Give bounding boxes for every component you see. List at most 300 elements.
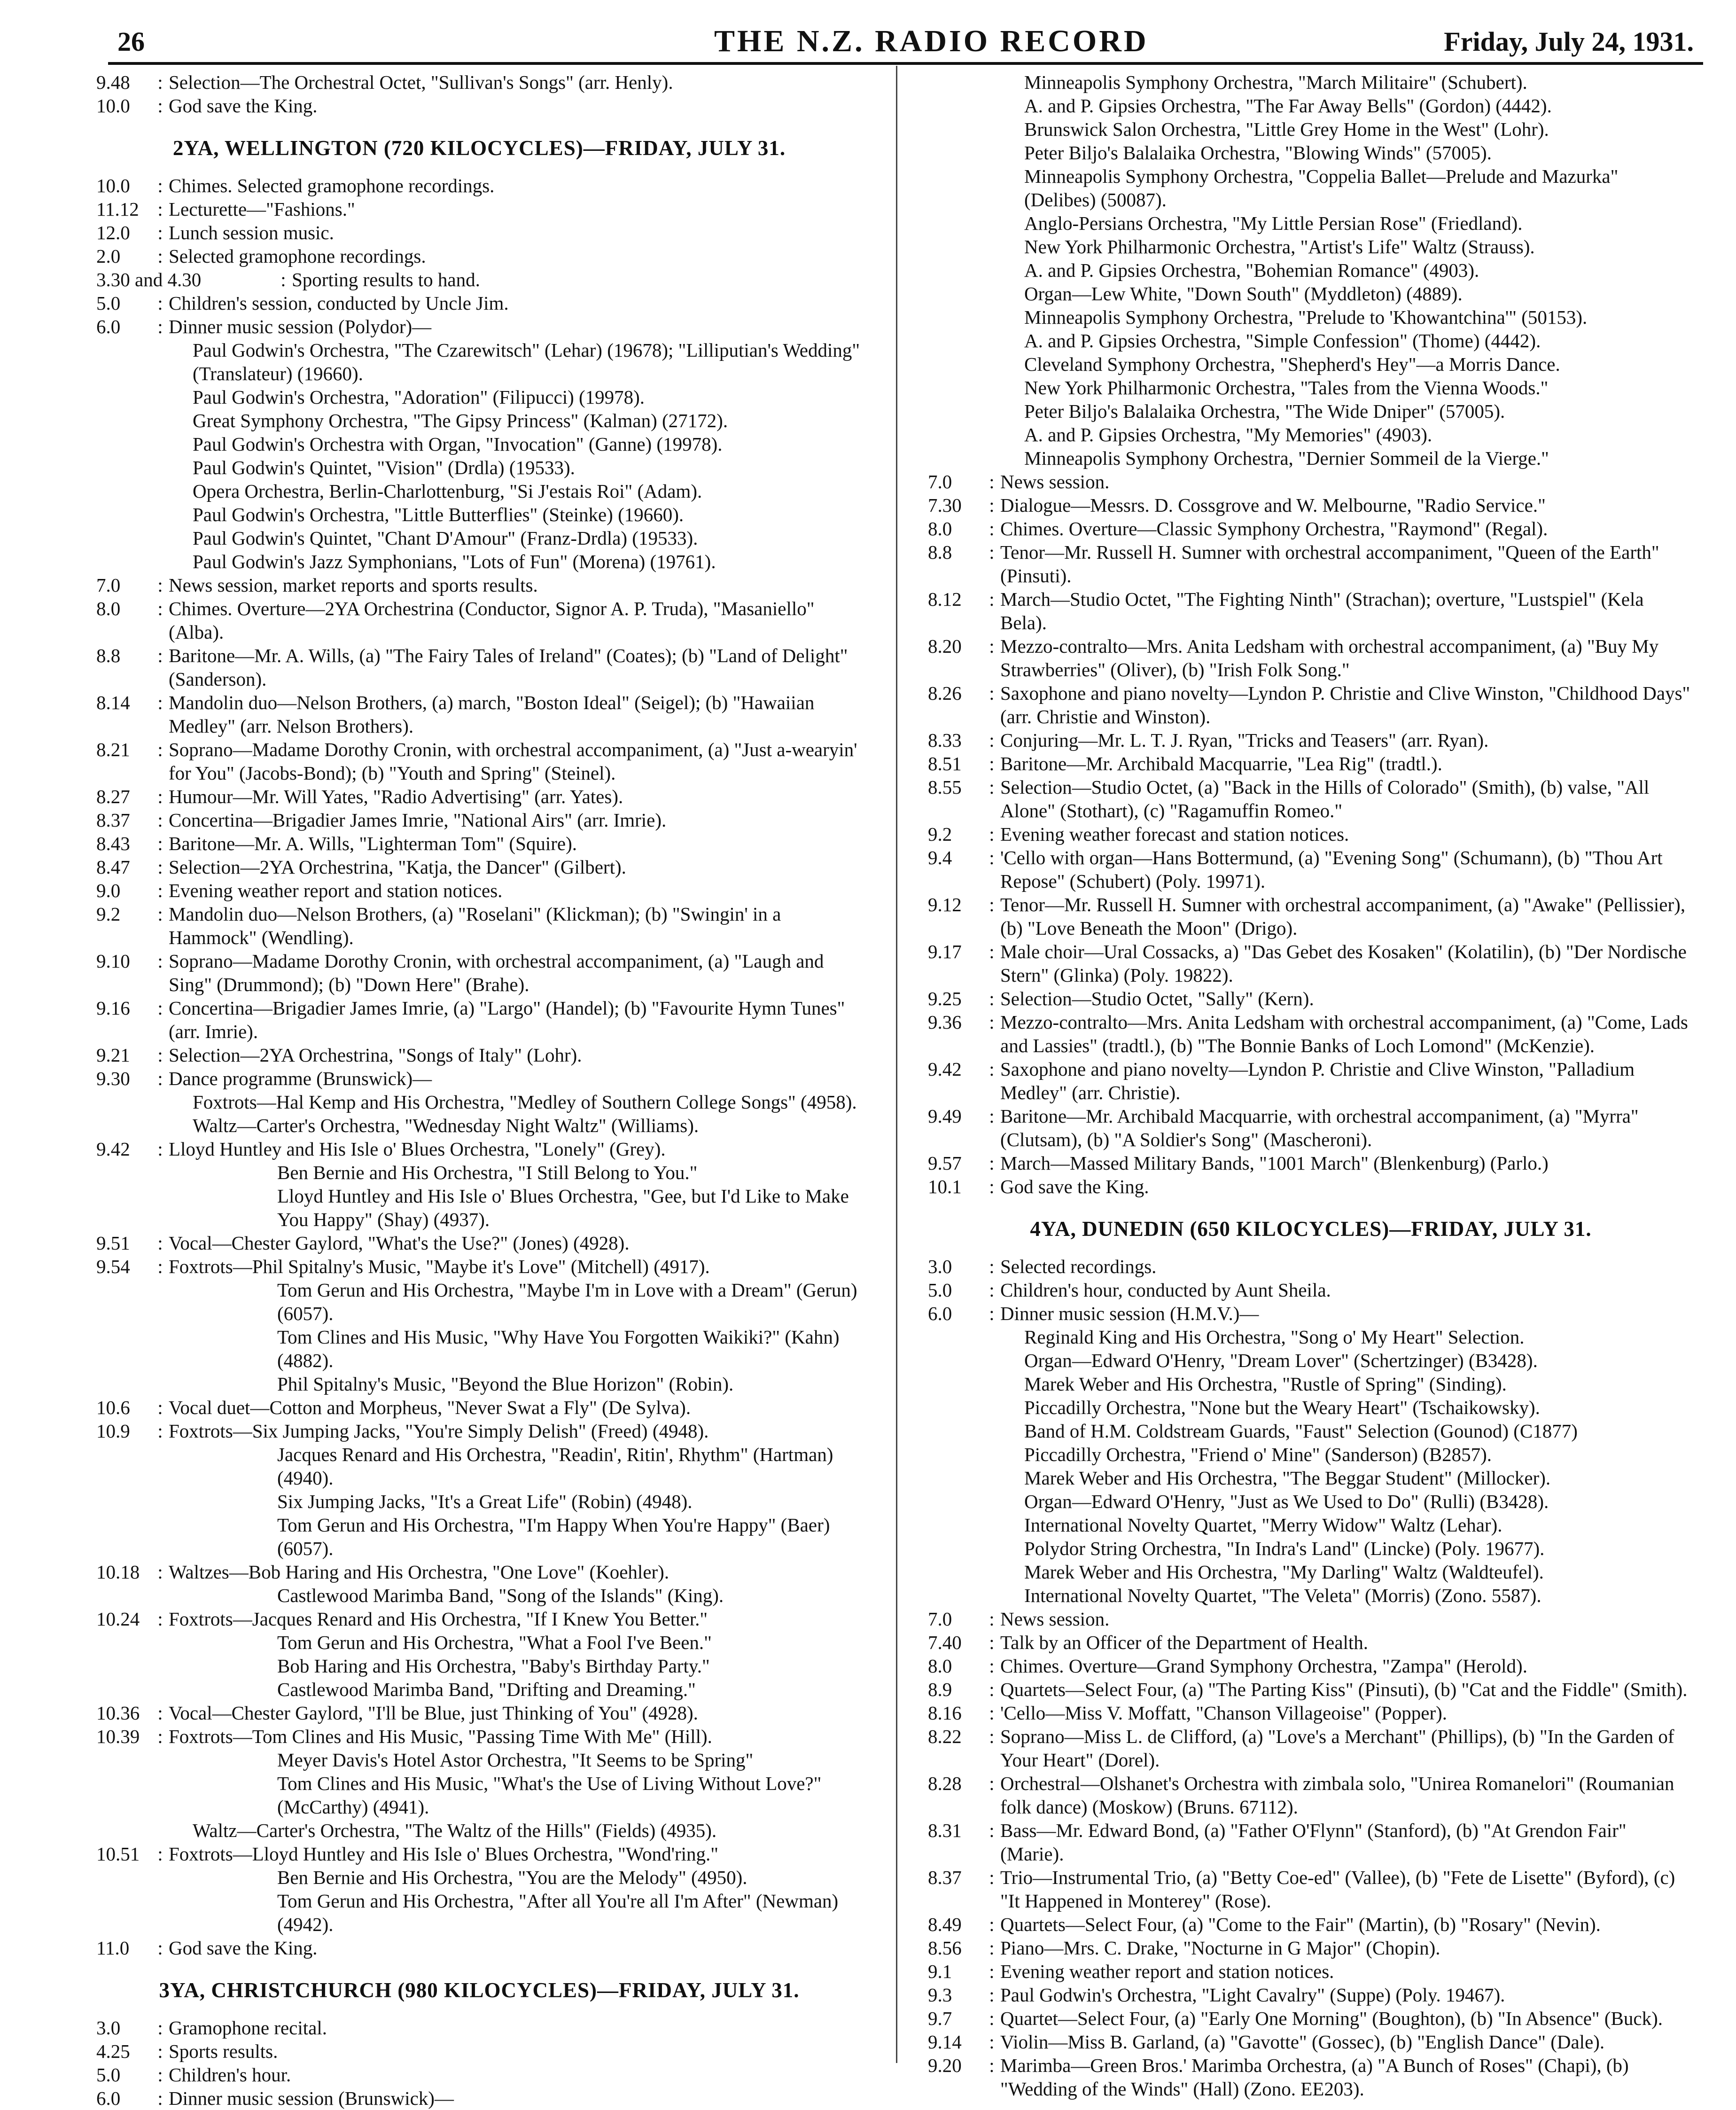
entry-time: 8.8 xyxy=(928,541,952,563)
entry-subitem: Tom Clines and His Music, "What's the Use of Living Without Love?" (McCarthy) (4941). xyxy=(277,1773,822,1818)
entry-time: 9.49 xyxy=(928,1105,962,1127)
entry-subitem: Tom Clines and His Music, "Why Have You Forgotten Waikiki?" (Kahn) (4882). xyxy=(277,1326,840,1371)
list-item: Opera Orchestra, Berlin-Charlottenburg, "Si J'estais Roi" (Adam). xyxy=(193,480,702,502)
list-item: Anglo-Persians Orchestra, "My Little Persian Rose" (Friedland). xyxy=(1024,212,1523,234)
entry-time: 9.0 xyxy=(96,880,121,901)
entry-text: Baritone—Mr. Archibald Macquarrie, with orchestral accompaniment, (a) "Myrra" (Clutsam), (b) "A Soldier's Song" (Mascheroni). xyxy=(1000,1105,1639,1150)
entry-text: Quartet—Select Four, (a) "Early One Morning" (Boughton), (b) "In Absence" (Buck). xyxy=(1000,2008,1663,2029)
entry-separator: : xyxy=(157,1608,163,1630)
list-item: Peter Biljo's Balalaika Orchestra, "The Wide Dniper" (57005). xyxy=(1024,400,1505,422)
entry-time: 7.0 xyxy=(928,471,952,492)
entry-text: News session. xyxy=(1000,471,1110,492)
schedule-entry xyxy=(96,808,862,832)
entry-text: Chimes. Overture—Classic Symphony Orchestra, "Raymond" (Regal). xyxy=(1000,518,1548,539)
entry-subitem: Jacques Renard and His Orchestra, "Readin', Ritin', Rhythm" (Hartman) (4940). xyxy=(277,1444,833,1489)
entry-separator: : xyxy=(989,1867,995,1888)
entry-text: Trio—Instrumental Trio, (a) "Betty Coe-ed" (Vallee), (b) "Fete de Lisette" (Byford), (c) "It Happened in Monterey" (Rose). xyxy=(1000,1867,1675,1912)
schedule-entry xyxy=(928,470,1694,493)
entry-time: 10.36 xyxy=(96,1702,140,1724)
publication-title: THE N.Z. RADIO RECORD xyxy=(714,24,1149,58)
entry-time: 8.9 xyxy=(928,1679,952,1700)
entry-separator: : xyxy=(989,1152,995,1174)
entry-text: Evening weather forecast and station notices. xyxy=(1000,823,1349,845)
schedule-entry xyxy=(928,1654,1694,1678)
entry-separator: : xyxy=(157,95,163,117)
entry-text: Baritone—Mr. Archibald Macquarrie, "Lea Rig" (tradtl.). xyxy=(1000,753,1442,774)
list-item: Paul Godwin's Jazz Symphonians, "Lots of Fun" (Morena) (19761). xyxy=(193,551,716,572)
schedule-entry xyxy=(96,902,862,949)
entry-text: Selection—2YA Orchestrina, "Songs of Italy" (Lohr). xyxy=(169,1044,582,1066)
entry-subitem: Castlewood Marimba Band, "Song of the Islands" (King). xyxy=(277,1585,724,1606)
schedule-entry xyxy=(928,540,1694,587)
schedule-entry xyxy=(96,1725,862,1748)
entry-separator: : xyxy=(989,1058,995,1080)
schedule-entry xyxy=(928,1104,1694,1151)
entry-text: Dialogue—Messrs. D. Cossgrove and W. Melbourne, "Radio Service." xyxy=(1000,494,1546,516)
entry-separator: : xyxy=(157,245,163,267)
entry-separator: : xyxy=(157,786,163,807)
entry-text: Saxophone and piano novelty—Lyndon P. Christie and Clive Winston, "Palladium Medley" (arr. Christie). xyxy=(1000,1058,1635,1103)
section-heading-christchurch: 3YA, CHRISTCHURCH (980 KILOCYCLES)—FRIDAY, JULY 31. xyxy=(159,1978,800,2002)
entry-separator: : xyxy=(989,1303,995,1324)
schedule-entry xyxy=(928,1913,1694,1936)
entry-time: 5.0 xyxy=(928,1279,952,1301)
entry-text: Vocal duet—Cotton and Morpheus, "Never Swat a Fly" (De Sylva). xyxy=(169,1397,691,1418)
list-item: Paul Godwin's Quintet, "Chant D'Amour" (Franz-Drdla) (19533). xyxy=(193,527,698,549)
entry-time: 11.0 xyxy=(96,1937,130,1959)
schedule-entry xyxy=(928,822,1694,846)
list-item: New York Philharmonic Orchestra, "Artist's Life" Waltz (Strauss). xyxy=(1024,236,1535,258)
list-item: Paul Godwin's Orchestra with Organ, "Invocation" (Ganne) (19978). xyxy=(193,433,723,455)
entry-time: 8.0 xyxy=(928,1655,952,1677)
entry-time: 3.0 xyxy=(96,2017,121,2039)
entry-separator: : xyxy=(989,1279,995,1301)
entry-text: Humour—Mr. Will Yates, "Radio Advertising" (arr. Yates). xyxy=(169,786,623,807)
list-item: Foxtrots—Hal Kemp and His Orchestra, "Medley of Southern College Songs" (4958). xyxy=(193,1091,857,1113)
list-item: International Novelty Quartet, "Merry Widow" Waltz (Lehar). xyxy=(1024,1514,1502,1536)
entry-time: 8.21 xyxy=(96,739,130,760)
entry-time: 12.0 xyxy=(96,222,130,243)
entry-time: 9.17 xyxy=(928,941,962,962)
entry-time: 8.16 xyxy=(928,1702,962,1724)
entry-time: 5.0 xyxy=(96,2064,121,2086)
entry-time: 8.37 xyxy=(96,809,130,831)
entry-time: 10.9 xyxy=(96,1420,130,1442)
list-item: Marek Weber and His Orchestra, "Rustle of Spring" (Sinding). xyxy=(1024,1373,1507,1395)
entry-time: 11.12 xyxy=(96,198,139,220)
entry-separator: : xyxy=(157,1068,163,1089)
schedule-entry xyxy=(928,2054,1694,2101)
entry-text: Mandolin duo—Nelson Brothers, (a) march, "Boston Ideal" (Seigel); (b) "Hawaiian Medley" (arr. Nelson Brothers). xyxy=(169,692,815,737)
schedule-entry xyxy=(96,2087,862,2110)
entry-text: Selection—Studio Octet, "Sally" (Kern). xyxy=(1000,988,1314,1009)
entry-time: 9.25 xyxy=(928,988,962,1009)
entry-separator: : xyxy=(157,198,163,220)
list-item: Piccadilly Orchestra, "Friend o' Mine" (Sanderson) (B2857). xyxy=(1024,1444,1492,1465)
list-item: Paul Godwin's Orchestra, "Adoration" (Filipucci) (19978). xyxy=(193,386,645,408)
entry-separator: : xyxy=(157,856,163,878)
dunedin-evening-entries xyxy=(928,1607,1694,2101)
entry-time: 8.47 xyxy=(96,856,130,878)
schedule-entry xyxy=(928,1678,1694,1701)
entry-separator: : xyxy=(989,2055,995,2076)
entry-separator: : xyxy=(157,997,163,1019)
entry-text: Sporting results to hand. xyxy=(292,269,480,290)
entry-text: Gramophone recital. xyxy=(169,2017,327,2039)
entry-time: 10.0 xyxy=(96,175,130,196)
schedule-entry xyxy=(96,785,862,808)
column-divider xyxy=(896,66,897,2063)
entry-separator: : xyxy=(157,692,163,713)
entry-time: 10.0 xyxy=(96,95,130,117)
entry-separator: : xyxy=(157,316,163,337)
entry-time: 10.39 xyxy=(96,1726,140,1747)
entry-separator: : xyxy=(989,1914,995,1935)
schedule-entry xyxy=(96,315,862,338)
schedule-entry xyxy=(928,1057,1694,1104)
left-top-entries xyxy=(96,70,862,117)
entry-separator: : xyxy=(157,292,163,314)
schedule-entry xyxy=(928,940,1694,987)
list-item: Cleveland Symphony Orchestra, "Shepherd's Hey"—a Morris Dance. xyxy=(1024,353,1560,375)
entry-separator: : xyxy=(989,753,995,774)
wellington-dance-block xyxy=(96,1090,862,1137)
entry-text: Male choir—Ural Cossacks, a) "Das Gebet des Kosaken" (Kolatilin), (b) "Der Nordische Stern" (Glinka) (Poly. 19822). xyxy=(1000,941,1687,986)
christchurch-evening-entries xyxy=(928,470,1694,1198)
schedule-entry xyxy=(928,517,1694,540)
schedule-entry xyxy=(928,1819,1694,1866)
schedule-entry xyxy=(928,1936,1694,1960)
entry-text: Selection—Studio Octet, (a) "Back in the Hills of Colorado" (Smith), (b) valse, "All Alone" (Stothart), (c) "Ragamuffin Romeo." xyxy=(1000,776,1650,821)
right-column xyxy=(928,70,1694,2101)
entry-separator: : xyxy=(989,776,995,798)
entry-time: 9.16 xyxy=(96,997,130,1019)
list-item: Minneapolis Symphony Orchestra, "Coppelia Ballet—Prelude and Mazurka" (Delibes) (50087). xyxy=(1024,165,1619,211)
entry-separator: : xyxy=(157,739,163,760)
entry-time: 9.10 xyxy=(96,950,130,972)
list-item: Reginald King and His Orchestra, "Song o' My Heart" Selection. xyxy=(1024,1326,1525,1348)
page-number: 26 xyxy=(117,26,145,57)
entry-text: Evening weather report and station notices. xyxy=(1000,1961,1334,1982)
issue-date: Friday, July 24, 1931. xyxy=(1444,26,1694,57)
entry-separator: : xyxy=(157,1044,163,1066)
list-item: Minneapolis Symphony Orchestra, "March Militaire" (Schubert). xyxy=(1024,71,1527,93)
entry-separator: : xyxy=(157,175,163,196)
wellington-late-entries xyxy=(96,1842,862,1936)
entry-separator: : xyxy=(157,574,163,596)
entry-subitem: Ben Bernie and His Orchestra, "I Still Belong to You." xyxy=(277,1162,698,1183)
entry-text: Dance programme (Brunswick)— xyxy=(169,1068,432,1089)
entry-separator: : xyxy=(989,1608,995,1630)
entry-separator: : xyxy=(989,2008,995,2029)
schedule-entry xyxy=(928,1255,1694,1278)
schedule-entry xyxy=(96,70,862,94)
entry-separator: : xyxy=(157,1256,163,1277)
entry-text: Bass—Mr. Edward Bond, (a) "Father O'Flynn" (Stanford), (b) "At Grendon Fair" (Marie). xyxy=(1000,1820,1627,1865)
waltz-line: Waltz—Carter's Orchestra, "The Waltz of the Hills" (Fields) (4935). xyxy=(193,1820,717,1841)
entry-time: 8.37 xyxy=(928,1867,962,1888)
entry-time: 3.30 and 4.30 xyxy=(96,269,202,290)
entry-subitem: Tom Gerun and His Orchestra, "What a Fool I've Been." xyxy=(277,1632,712,1653)
entry-time: 9.14 xyxy=(928,2031,962,2053)
entry-text: Conjuring—Mr. L. T. J. Ryan, "Tricks and Teasers" (arr. Ryan). xyxy=(1000,729,1489,751)
dunedin-dinner-list xyxy=(928,1325,1694,1607)
entry-text: Mezzo-contralto—Mrs. Anita Ledsham with orchestral accompaniment, (a) "Come, Lads and Lassies" (tradtl.), (b) "The Bonnie Banks of Loch Lomond" (McKenzie). xyxy=(1000,1011,1688,1056)
schedule-entry xyxy=(96,174,862,197)
schedule-entry xyxy=(928,752,1694,775)
list-item: Band of H.M. Coldstream Guards, "Faust" Selection (Gounod) (C1877) xyxy=(1024,1420,1578,1442)
entry-separator: : xyxy=(157,1397,163,1418)
schedule-entry xyxy=(928,728,1694,752)
entry-separator: : xyxy=(157,903,163,925)
entry-separator: : xyxy=(989,823,995,845)
entry-time: 10.6 xyxy=(96,1397,130,1418)
entry-time: 8.20 xyxy=(928,635,962,657)
entry-time: 10.18 xyxy=(96,1561,140,1583)
entry-time: 10.1 xyxy=(928,1176,962,1197)
entry-text: Children's session, conducted by Uncle Jim. xyxy=(169,292,509,314)
christchurch-entries xyxy=(96,2016,862,2110)
entry-separator: : xyxy=(989,941,995,962)
entry-separator: : xyxy=(989,729,995,751)
schedule-entry xyxy=(96,1936,862,1960)
entry-separator: : xyxy=(989,1820,995,1841)
entry-text: Selected gramophone recordings. xyxy=(169,245,426,267)
section-heading-dunedin: 4YA, DUNEDIN (650 KILOCYCLES)—FRIDAY, JULY 31. xyxy=(1030,1217,1592,1241)
schedule-entry xyxy=(96,1842,862,1866)
schedule-entry xyxy=(96,832,862,855)
entry-time: 7.0 xyxy=(928,1608,952,1630)
list-item: Polydor String Orchestra, "In Indra's Land" (Lincke) (Poly. 19677). xyxy=(1024,1538,1545,1559)
schedule-entry xyxy=(96,1067,862,1090)
entry-text: Violin—Miss B. Garland, (a) "Gavotte" (Gossec), (b) "English Dance" (Dale). xyxy=(1000,2031,1605,2053)
entry-time: 9.48 xyxy=(96,71,130,93)
entry-separator: : xyxy=(157,1420,163,1442)
list-item: Minneapolis Symphony Orchestra, "Prelude to 'Khowantchina'" (50153). xyxy=(1024,306,1588,328)
entry-time: 8.27 xyxy=(96,786,130,807)
schedule-entry xyxy=(96,1396,862,1419)
entry-time: 6.0 xyxy=(96,316,121,337)
schedule-entry xyxy=(96,597,862,644)
schedule-entry xyxy=(96,2063,862,2087)
entry-separator: : xyxy=(989,1984,995,2006)
list-item: Peter Biljo's Balalaika Orchestra, "Blowing Winds" (57005). xyxy=(1024,142,1492,164)
entry-time: 9.1 xyxy=(928,1961,952,1982)
entry-text: Talk by an Officer of the Department of Health. xyxy=(1000,1632,1369,1653)
entry-separator: : xyxy=(989,541,995,563)
entry-time: 8.8 xyxy=(96,645,121,666)
entry-separator: : xyxy=(157,71,163,93)
list-item: Paul Godwin's Orchestra, "Little Butterflies" (Steinke) (19660). xyxy=(193,504,684,525)
entry-separator: : xyxy=(157,645,163,666)
entry-time: 9.42 xyxy=(928,1058,962,1080)
christchurch-dinner-list xyxy=(928,70,1694,470)
entry-separator: : xyxy=(989,1726,995,1747)
entry-text: God save the King. xyxy=(1000,1176,1149,1197)
entry-subitem: Ben Bernie and His Orchestra, "You are the Melody" (4950). xyxy=(277,1867,747,1888)
entry-text: Sports results. xyxy=(169,2040,278,2062)
entry-subitem: Castlewood Marimba Band, "Drifting and Dreaming." xyxy=(277,1679,696,1700)
list-item: A. and P. Gipsies Orchestra, "The Far Away Bells" (Gordon) (4442). xyxy=(1024,95,1552,117)
entry-time: 8.51 xyxy=(928,753,962,774)
entry-text: Soprano—Madame Dorothy Cronin, with orchestral accompaniment, (a) "Just a-wearyin' for You" (Jacobs-Bond); (b) "Youth and Spring" (Steinel). xyxy=(169,739,857,784)
entry-separator: : xyxy=(157,1702,163,1724)
entry-separator: : xyxy=(157,833,163,854)
entry-subitem: Phil Spitalny's Music, "Beyond the Blue Horizon" (Robin). xyxy=(277,1373,734,1395)
schedule-entry xyxy=(928,1175,1694,1198)
schedule-entry xyxy=(928,846,1694,893)
schedule-entry xyxy=(928,1866,1694,1913)
entry-text: Piano—Mrs. C. Drake, "Nocturne in G Major" (Chopin). xyxy=(1000,1937,1440,1959)
entry-time: 9.4 xyxy=(928,847,952,868)
entry-text: Dinner music session (Brunswick)— xyxy=(169,2087,454,2109)
schedule-entry xyxy=(928,987,1694,1010)
entry-text: Tenor—Mr. Russell H. Sumner with orchestral accompaniment, "Queen of the Earth" (Pinsuti). xyxy=(1000,541,1659,586)
entry-separator: : xyxy=(157,2017,163,2039)
list-item: Brunswick Salon Orchestra, "Little Grey Home in the West" (Lohr). xyxy=(1024,118,1549,140)
schedule-entry xyxy=(96,268,862,291)
entry-subitem: Tom Gerun and His Orchestra, "Maybe I'm in Love with a Dream" (Gerun) (6057). xyxy=(277,1279,857,1324)
entry-time: 8.28 xyxy=(928,1773,962,1794)
schedule-entry xyxy=(96,573,862,597)
schedule-entry xyxy=(928,493,1694,517)
entry-separator: : xyxy=(157,1561,163,1583)
entry-time: 10.24 xyxy=(96,1608,140,1630)
entry-time: 8.43 xyxy=(96,833,130,854)
schedule-entry xyxy=(96,1701,862,1725)
entry-separator: : xyxy=(157,1138,163,1160)
entry-text: Foxtrots—Phil Spitalny's Music, "Maybe it's Love" (Mitchell) (4917). xyxy=(169,1256,710,1277)
schedule-entry xyxy=(96,244,862,268)
entry-time: 3.0 xyxy=(928,1256,952,1277)
entry-separator: : xyxy=(989,1632,995,1653)
entry-separator: : xyxy=(157,598,163,619)
entry-separator: : xyxy=(989,1176,995,1197)
schedule-entry xyxy=(928,634,1694,681)
schedule-entry xyxy=(928,1983,1694,2007)
schedule-entry xyxy=(928,681,1694,728)
entry-separator: : xyxy=(989,1961,995,1982)
schedule-entry xyxy=(928,1701,1694,1725)
entry-text: Vocal—Chester Gaylord, "I'll be Blue, just Thinking of You" (4928). xyxy=(169,1702,698,1724)
schedule-entry xyxy=(96,291,862,315)
entry-separator: : xyxy=(157,222,163,243)
entry-text: Foxtrots—Six Jumping Jacks, "You're Simply Delish" (Freed) (4948). xyxy=(169,1420,709,1442)
entry-text: Selection—2YA Orchestrina, "Katja, the Dancer" (Gilbert). xyxy=(169,856,626,878)
entry-text: Chimes. Overture—2YA Orchestrina (Conductor, Signor A. P. Truda), "Masaniello" (Alba). xyxy=(169,598,815,643)
schedule-entry xyxy=(96,855,862,879)
schedule-entry xyxy=(96,1137,862,1161)
entry-text: Waltzes—Bob Haring and His Orchestra, "One Love" (Koehler). xyxy=(169,1561,669,1583)
dunedin-entries xyxy=(928,1255,1694,1325)
entry-time: 8.56 xyxy=(928,1937,962,1959)
entry-separator: : xyxy=(157,2040,163,2062)
schedule-entry xyxy=(96,221,862,244)
schedule-entry xyxy=(96,879,862,902)
entry-separator: : xyxy=(989,1702,995,1724)
entry-text: Tenor—Mr. Russell H. Sumner with orchestral accompaniment, (a) "Awake" (Pellissier), (b) "Love Beneath the Moon" (Drigo). xyxy=(1000,894,1686,939)
entry-time: 9.3 xyxy=(928,1984,952,2006)
list-item: Waltz—Carter's Orchestra, "Wednesday Night Waltz" (Williams). xyxy=(193,1115,699,1136)
list-item: Great Symphony Orchestra, "The Gipsy Princess" (Kalman) (27172). xyxy=(193,410,728,431)
schedule-entry xyxy=(96,996,862,1043)
list-item: Paul Godwin's Quintet, "Vision" (Drdla) (19533). xyxy=(193,457,575,478)
entry-text: God save the King. xyxy=(169,1937,318,1959)
entry-subitem: Meyer Davis's Hotel Astor Orchestra, "It Seems to be Spring" xyxy=(277,1749,754,1771)
entry-time: 8.33 xyxy=(928,729,962,751)
list-item: Minneapolis Symphony Orchestra, "Dernier Sommeil de la Vierge." xyxy=(1024,447,1549,469)
schedule-entry xyxy=(928,1631,1694,1654)
schedule-entry xyxy=(96,1231,862,1255)
entry-text: Quartets—Select Four, (a) "Come to the Fair" (Martin), (b) "Rosary" (Nevin). xyxy=(1000,1914,1601,1935)
list-item: Piccadilly Orchestra, "None but the Weary Heart" (Tschaikowsky). xyxy=(1024,1397,1540,1418)
schedule-entry xyxy=(928,2007,1694,2030)
entry-text: 'Cello with organ—Hans Bottermund, (a) "Evening Song" (Schumann), (b) "Thou Art Repose" (Schubert) (Poly. 19971). xyxy=(1000,847,1663,892)
entry-subitem: Six Jumping Jacks, "It's a Great Life" (Robin) (4948). xyxy=(277,1491,693,1512)
entry-time: 8.14 xyxy=(96,692,130,713)
entry-time: 8.55 xyxy=(928,776,962,798)
schedule-entry xyxy=(96,738,862,785)
section-heading-wellington: 2YA, WELLINGTON (720 KILOCYCLES)—FRIDAY, JULY 31. xyxy=(172,136,786,160)
entry-time: 8.22 xyxy=(928,1726,962,1747)
entry-time: 4.25 xyxy=(96,2040,130,2062)
entry-separator: : xyxy=(989,1773,995,1794)
entry-subitem: Tom Gerun and His Orchestra, "After all You're all I'm After" (Newman) (4942). xyxy=(277,1890,839,1935)
entry-separator: : xyxy=(989,1105,995,1127)
wellington-evening-entries xyxy=(96,573,862,1090)
entry-time: 6.0 xyxy=(96,2087,121,2109)
list-item: International Novelty Quartet, "The Veleta" (Morris) (Zono. 5587). xyxy=(1024,1585,1541,1606)
list-item: A. and P. Gipsies Orchestra, "Simple Confession" (Thome) (4442). xyxy=(1024,330,1541,352)
schedule-entry xyxy=(96,1607,862,1631)
schedule-entry xyxy=(96,1560,862,1584)
entry-text: Quartets—Select Four, (a) "The Parting Kiss" (Pinsuti), (b) "Cat and the Fiddle" (Smith). xyxy=(1000,1679,1688,1700)
entry-separator: : xyxy=(989,682,995,704)
schedule-entry xyxy=(96,1419,862,1443)
entry-separator: : xyxy=(157,880,163,901)
entry-text: Foxtrots—Lloyd Huntley and His Isle o' Blues Orchestra, "Wond'ring." xyxy=(169,1843,719,1865)
entry-text: Lecturette—"Fashions." xyxy=(169,198,355,220)
entry-text: Foxtrots—Tom Clines and His Music, "Passing Time With Me" (Hill). xyxy=(169,1726,712,1747)
schedule-entry xyxy=(928,587,1694,634)
entry-text: Marimba—Green Bros.' Marimba Orchestra, (a) "A Bunch of Roses" (Chapi), (b) "Wedding of the Winds" (Hall) (Zono. EE203). xyxy=(1000,2055,1629,2100)
list-item: A. and P. Gipsies Orchestra, "My Memories" (4903). xyxy=(1024,424,1432,445)
entry-separator: : xyxy=(989,988,995,1009)
entry-subitem: Tom Gerun and His Orchestra, "I'm Happy When You're Happy" (Baer) (6057). xyxy=(277,1514,830,1559)
schedule-entry xyxy=(928,1772,1694,1819)
entry-separator: : xyxy=(989,588,995,610)
entry-text: Dinner music session (Polydor)— xyxy=(169,316,432,337)
list-item: Marek Weber and His Orchestra, "The Beggar Student" (Millocker). xyxy=(1024,1467,1551,1489)
list-item: Organ—Edward O'Henry, "Just as We Used to Do" (Rulli) (B3428). xyxy=(1024,1491,1549,1512)
entry-text: March—Massed Military Bands, "1001 March" (Blenkenburg) (Parlo.) xyxy=(1000,1152,1549,1174)
schedule-entry xyxy=(928,2030,1694,2054)
entry-time: 9.57 xyxy=(928,1152,962,1174)
entry-separator: : xyxy=(989,2031,995,2053)
entry-time: 10.51 xyxy=(96,1843,140,1865)
entry-time: 8.26 xyxy=(928,682,962,704)
entry-text: Selected recordings. xyxy=(1000,1256,1157,1277)
header-rule xyxy=(108,62,1703,65)
entry-text: Dinner music session (H.M.V.)— xyxy=(1000,1303,1259,1324)
schedule-entry xyxy=(96,2040,862,2063)
entry-separator: : xyxy=(989,847,995,868)
entry-text: Children's hour, conducted by Aunt Sheila. xyxy=(1000,1279,1331,1301)
entry-text: Foxtrots—Jacques Renard and His Orchestra, "If I Knew You Better." xyxy=(169,1608,708,1630)
entry-separator: : xyxy=(989,635,995,657)
entry-text: Paul Godwin's Orchestra, "Light Cavalry" (Suppe) (Poly. 19467). xyxy=(1000,1984,1505,2006)
entry-text: Concertina—Brigadier James Imrie, "National Airs" (arr. Imrie). xyxy=(169,809,667,831)
